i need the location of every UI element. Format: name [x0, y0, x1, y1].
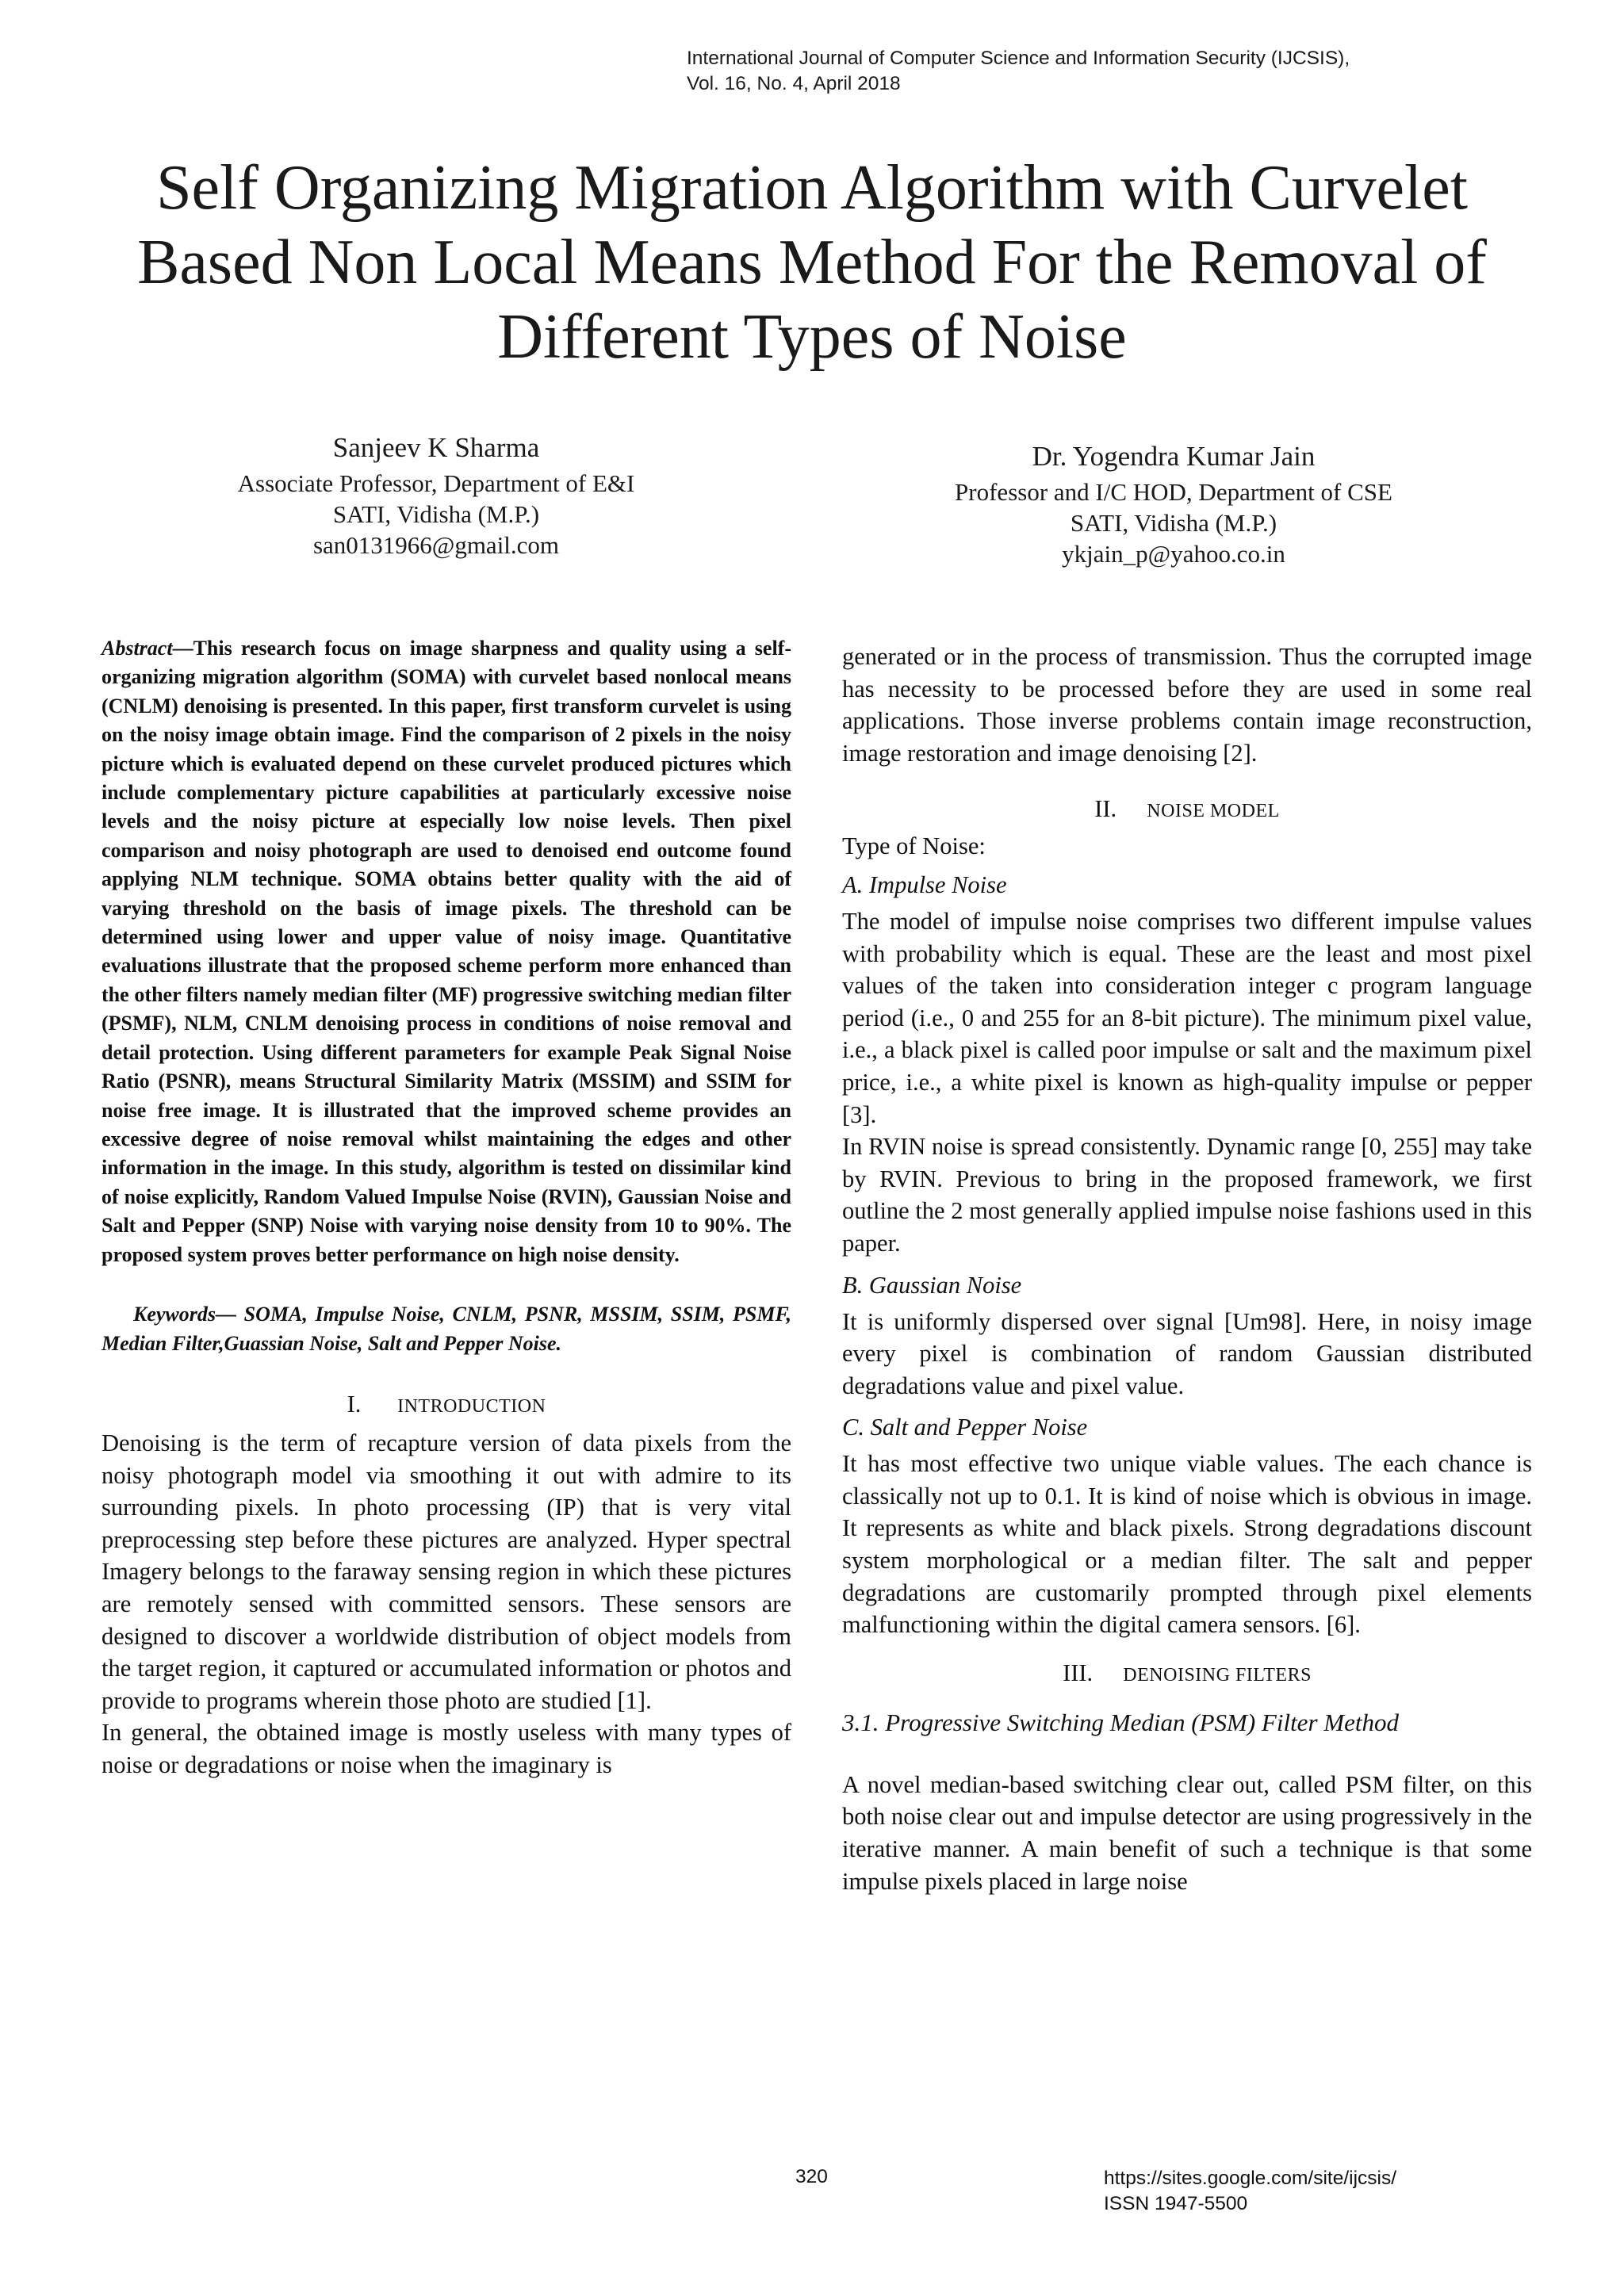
subsection-heading: 3.1. Progressive Switching Median (PSM) Filter Method [842, 1708, 1399, 1736]
abstract-text: —This research focus on image sharpness and quality using a self-organizing migration algorithm (SOMA) with curvelet based nonlocal means (CNLM) denoising is presented. In this paper, first transform curvelet is using on the noisy image obtain image. Find the comparison of 2 pixels in the noisy picture which is evaluated depend on these curvelet produced pictures which include complementary picture capabilities at particularly excessive noise levels and the noisy picture at especially low noise levels. Then pixel comparison and noisy photograph are used to denoised end outcome found applying NLM technique. SOMA obtains better quality with the aid of varying threshold on the basis of image pixels. The threshold can be determined using lower and upper value of noisy image. Quantitative evaluations illustrate that the proposed scheme perform more enhanced than the other filters namely median filter (MF) progressive switching median filter (PSMF), NLM, CNLM denoising process in conditions of noise removal and detail protection. Using different parameters for example Peak Signal Noise Ratio (PSNR), means Structural Similarity Matrix (MSSIM) and SSIM for noise free image. It is illustrated that the improved scheme provides an excessive degree of noise removal whilst maintaining the edges and other information in the image. In this study, algorithm is tested on dissimilar kind of noise explicitly, Random Valued Impulse Noise (RVIN), Gaussian Noise and Salt and Pepper (SNP) Noise with varying noise density from 10 to 90%. The proposed system proves better performance on high noise density. [102, 637, 791, 1266]
author-affiliation: Associate Professor, Department of E&I [237, 469, 635, 497]
abstract [102, 634, 791, 1269]
section-title: DENOISING FILTERS [1123, 1664, 1312, 1686]
author-block [912, 438, 1435, 569]
noise-type-label: Type of Noise: [842, 832, 986, 860]
paper-title-line: Self Organizing Migration Algorithm with Curvelet [156, 153, 1468, 223]
section-number: II. [1094, 795, 1117, 823]
paragraph: In general, the obtained image is mostly useless with many types of noise or degradations or noise when the imaginary is [102, 1719, 791, 1778]
paragraph: A novel median-based switching clear out, called PSM filter, on this both noise clear out and impulse detector are using progressively in the iterative manner. A main benefit of such a technique is that some impulse pixels placed in large noise [842, 1770, 1532, 1895]
author-email[interactable]: san0131966@gmail.com [312, 531, 560, 559]
author-institute: SATI, Vidisha (M.P.) [332, 500, 540, 528]
subsection-heading: B. Gaussian Noise [842, 1271, 1022, 1299]
section-title: NOISE MODEL [1147, 801, 1280, 822]
paper-title-line: Based Non Local Means Method For the Removal of [137, 228, 1487, 297]
author-affiliation: Professor and I/C HOD, Department of CSE [955, 478, 1392, 506]
subsection-heading: C. Salt and Pepper Noise [842, 1414, 1088, 1441]
paragraph: It is uniformly dispersed over signal [Um98]. Here, in noisy image every pixel is combination of random Gaussian distributed degradations value and pixel value. [842, 1307, 1532, 1399]
page-number: 320 [795, 2166, 828, 2187]
paragraph: In RVIN noise is spread consistently. Dynamic range [0, 255] may take by RVIN. Previous to bring in the proposed framework, we first outline the 2 most generally applied impulse noise fashions used in this paper. [842, 1133, 1532, 1257]
left-column [102, 634, 791, 1781]
author-institute: SATI, Vidisha (M.P.) [1070, 509, 1277, 537]
section-number: III. [1063, 1659, 1094, 1686]
section-title: INTRODUCTION [397, 1395, 546, 1417]
paragraph: It has most effective two unique viable values. The each chance is classically not up to 0.1. It is kind of noise which is obvious in image. It represents as white and black pixels. Strong degradations discount system morphological or a median filter. The salt and pepper degradations are customarily prompted through pixel elements malfunctioning within the digital camera sensors. [6]. [842, 1450, 1532, 1639]
author-name: Sanjeev K Sharma [332, 432, 540, 463]
abstract-label: Abstract [102, 637, 173, 660]
author-email[interactable]: ykjain_p@yahoo.co.in [1062, 540, 1285, 568]
footer-issn: ISSN 1947-5500 [1104, 2193, 1248, 2214]
subsection-heading: A. Impulse Noise [842, 871, 1007, 898]
footer-url[interactable]: https://sites.google.com/site/ijcsis/ [1104, 2168, 1397, 2189]
author-name: Dr. Yogendra Kumar Jain [1032, 441, 1316, 472]
paragraph: Denoising is the term of recapture version of data pixels from the noisy photograph model via smoothing it out with admire to its surrounding pixels. In photo processing (IP) that is very vital preprocessing step before these pictures are analyzed. Hyper spectral Imagery belongs to the faraway sensing region in which these pictures are remotely sensed with committed sensors. These sensors are designed to discover a worldwide distribution of object models from the target region, it captured or accumulated information or photos and provide to programs wherein those photo are studied [1]. [102, 1429, 791, 1714]
right-column [842, 641, 1532, 1897]
paper-title-line: Different Types of Noise [497, 302, 1127, 372]
author-block [174, 430, 698, 561]
journal-issue: Vol. 16, No. 4, April 2018 [687, 73, 901, 94]
section-heading [842, 1657, 1532, 1691]
footer-info [1104, 2166, 1396, 2217]
journal-name: International Journal of Computer Science and Information Security (IJCSIS), [687, 48, 1350, 69]
section-heading [842, 793, 1532, 827]
paragraph: The model of impulse noise comprises two different impulse values with probability which is equal. These are the least and most pixel values of the taken into consideration integer c program language period (i.e., 0 and 255 for an 8-bit picture). The minimum pixel value, i.e., a black pixel is called poor impulse or salt and the maximum pixel price, i.e., a white pixel is known as high-quality impulse or pepper [3]. [842, 907, 1532, 1128]
paper-title [79, 151, 1545, 374]
journal-header [687, 46, 1527, 97]
paragraph: generated or in the process of transmission. Thus the corrupted image has necessity to be processed before they are used in some real applications. Those inverse problems contain image reconstruction, image restoration and image denoising [2]. [842, 643, 1532, 767]
section-heading [102, 1388, 791, 1422]
section-number: I. [347, 1390, 362, 1418]
keywords: Keywords— SOMA, Impulse Noise, CNLM, PSNR, MSSIM, SSIM, PSMF, Median Filter,Guassian Noise, Salt and Pepper Noise. [102, 1302, 791, 1355]
